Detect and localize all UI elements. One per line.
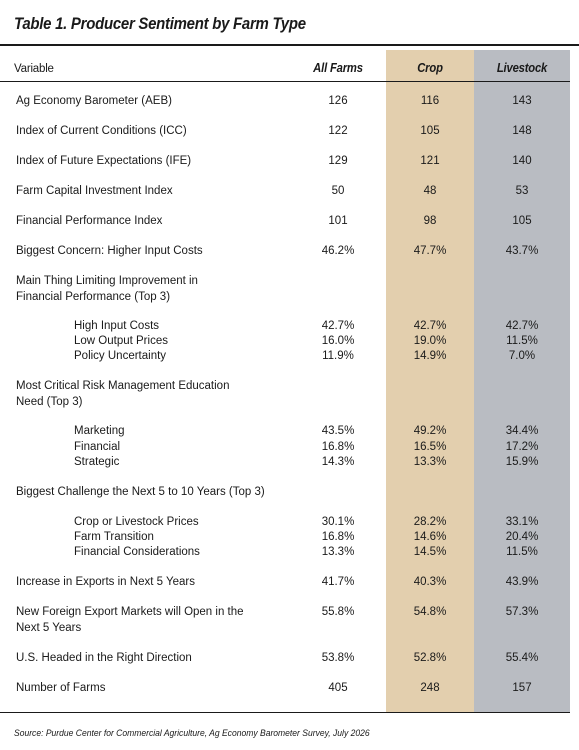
row-label: Next 5 Years (16, 622, 82, 634)
cell-all-farms: 101 (328, 215, 348, 227)
table-row (0, 574, 570, 590)
cell-all-farms: 14.3% (321, 456, 355, 468)
table-bottom-rule (0, 712, 570, 713)
section-heading-line: Financial Performance (Top 3) (16, 291, 171, 303)
cell-livestock: 33.1% (505, 516, 539, 528)
row-label: Increase in Exports in Next 5 Years (16, 576, 195, 588)
section-heading-line: Most Critical Risk Management Education (16, 380, 230, 392)
cell-crop: 14.5% (413, 546, 447, 558)
cell-crop: 14.6% (413, 531, 447, 543)
cell-crop: 47.7% (413, 245, 447, 257)
title-rule (0, 44, 579, 46)
header-livestock: Livestock (496, 61, 548, 75)
cell-crop: 248 (420, 682, 440, 694)
cell-crop: 40.3% (413, 576, 447, 588)
table-title: Table 1. Producer Sentiment by Farm Type (14, 14, 306, 33)
cell-crop: 28.2% (413, 516, 447, 528)
cell-crop: 116 (420, 95, 440, 107)
row-label-continuation (0, 620, 570, 636)
cell-livestock: 57.3% (505, 606, 539, 618)
row-label: Index of Current Conditions (ICC) (16, 125, 187, 137)
table-row (0, 650, 570, 666)
cell-livestock: 17.2% (505, 441, 539, 453)
row-label: Financial Performance Index (16, 215, 163, 227)
section-heading-line: Biggest Challenge the Next 5 to 10 Years (Top 3) (16, 486, 265, 498)
row-label: Strategic (74, 456, 120, 468)
section-heading (0, 484, 570, 500)
row-label: Low Output Prices (74, 335, 168, 347)
cell-livestock: 157 (512, 682, 532, 694)
row-label: Farm Capital Investment Index (16, 185, 173, 197)
table-row (0, 183, 570, 199)
cell-crop: 16.5% (413, 441, 447, 453)
table-row (0, 514, 570, 530)
cell-all-farms: 16.8% (321, 531, 355, 543)
cell-all-farms: 16.8% (321, 441, 355, 453)
cell-livestock: 43.7% (505, 245, 539, 257)
row-label: Crop or Livestock Prices (74, 516, 199, 528)
cell-livestock: 148 (512, 125, 532, 137)
cell-crop: 19.0% (413, 335, 447, 347)
cell-all-farms: 46.2% (321, 245, 355, 257)
cell-all-farms: 41.7% (321, 576, 355, 588)
table-row (0, 318, 570, 334)
source-note: Source: Purdue Center for Commercial Agriculture, Ag Economy Barometer Survey, July 2026 (14, 728, 370, 739)
cell-livestock: 53 (515, 185, 529, 197)
table-row (0, 93, 570, 109)
table-row (0, 454, 570, 470)
cell-livestock: 43.9% (505, 576, 539, 588)
row-label: Policy Uncertainty (74, 350, 167, 362)
cell-crop: 48 (423, 185, 437, 197)
cell-all-farms: 11.9% (322, 350, 354, 362)
cell-livestock: 20.4% (505, 531, 539, 543)
cell-livestock: 55.4% (505, 652, 539, 664)
section-heading-line: Main Thing Limiting Improvement in (16, 275, 198, 287)
cell-all-farms: 53.8% (321, 652, 355, 664)
cell-crop: 105 (420, 125, 440, 137)
row-label: U.S. Headed in the Right Direction (16, 652, 192, 664)
cell-crop: 121 (420, 155, 440, 167)
cell-crop: 14.9% (413, 350, 447, 362)
row-label: Number of Farms (16, 682, 106, 694)
table-row (0, 604, 570, 620)
table-row (0, 153, 570, 169)
cell-livestock: 11.5% (506, 546, 538, 558)
cell-livestock: 140 (512, 155, 532, 167)
table-row (0, 213, 570, 229)
cell-livestock: 34.4% (505, 425, 539, 437)
section-heading (0, 273, 570, 289)
cell-crop: 54.8% (413, 606, 447, 618)
row-label: Farm Transition (74, 531, 154, 543)
cell-all-farms: 129 (328, 155, 348, 167)
cell-all-farms: 43.5% (321, 425, 355, 437)
row-label: New Foreign Export Markets will Open in the (16, 606, 244, 618)
table-row (0, 348, 570, 364)
cell-livestock: 11.5% (506, 335, 538, 347)
header-all-farms: All Farms (313, 61, 363, 75)
cell-livestock: 143 (512, 95, 532, 107)
cell-all-farms: 42.7% (321, 320, 355, 332)
cell-all-farms: 16.0% (321, 335, 355, 347)
cell-crop: 52.8% (413, 652, 447, 664)
section-heading (0, 394, 570, 410)
header-variable: Variable (14, 63, 54, 75)
row-label: Financial (74, 441, 121, 453)
table-row (0, 544, 570, 560)
cell-livestock: 7.0% (508, 350, 536, 362)
cell-all-farms: 55.8% (321, 606, 355, 618)
row-label: Marketing (74, 425, 125, 437)
table-row (0, 333, 570, 349)
row-label: High Input Costs (74, 320, 160, 332)
cell-livestock: 15.9% (505, 456, 539, 468)
cell-all-farms: 30.1% (321, 516, 355, 528)
section-heading-line: Need (Top 3) (16, 396, 83, 408)
header-rule (0, 81, 570, 82)
table-row (0, 423, 570, 439)
row-label: Financial Considerations (74, 546, 200, 558)
table-row (0, 123, 570, 139)
cell-all-farms: 122 (328, 125, 348, 137)
table-row (0, 680, 570, 696)
row-label: Index of Future Expectations (IFE) (16, 155, 192, 167)
cell-all-farms: 50 (331, 185, 345, 197)
cell-livestock: 42.7% (505, 320, 539, 332)
cell-all-farms: 13.3% (321, 546, 355, 558)
row-label: Ag Economy Barometer (AEB) (16, 95, 172, 107)
cell-crop: 98 (423, 215, 437, 227)
cell-crop: 49.2% (413, 425, 447, 437)
header-crop: Crop (417, 61, 443, 75)
table-row (0, 243, 570, 259)
section-heading (0, 378, 570, 394)
table-row (0, 529, 570, 545)
cell-livestock: 105 (512, 215, 532, 227)
section-heading (0, 289, 570, 305)
table-row (0, 439, 570, 455)
cell-all-farms: 126 (328, 95, 348, 107)
cell-crop: 42.7% (413, 320, 447, 332)
cell-all-farms: 405 (328, 682, 348, 694)
row-label: Biggest Concern: Higher Input Costs (16, 245, 203, 257)
cell-crop: 13.3% (413, 456, 447, 468)
